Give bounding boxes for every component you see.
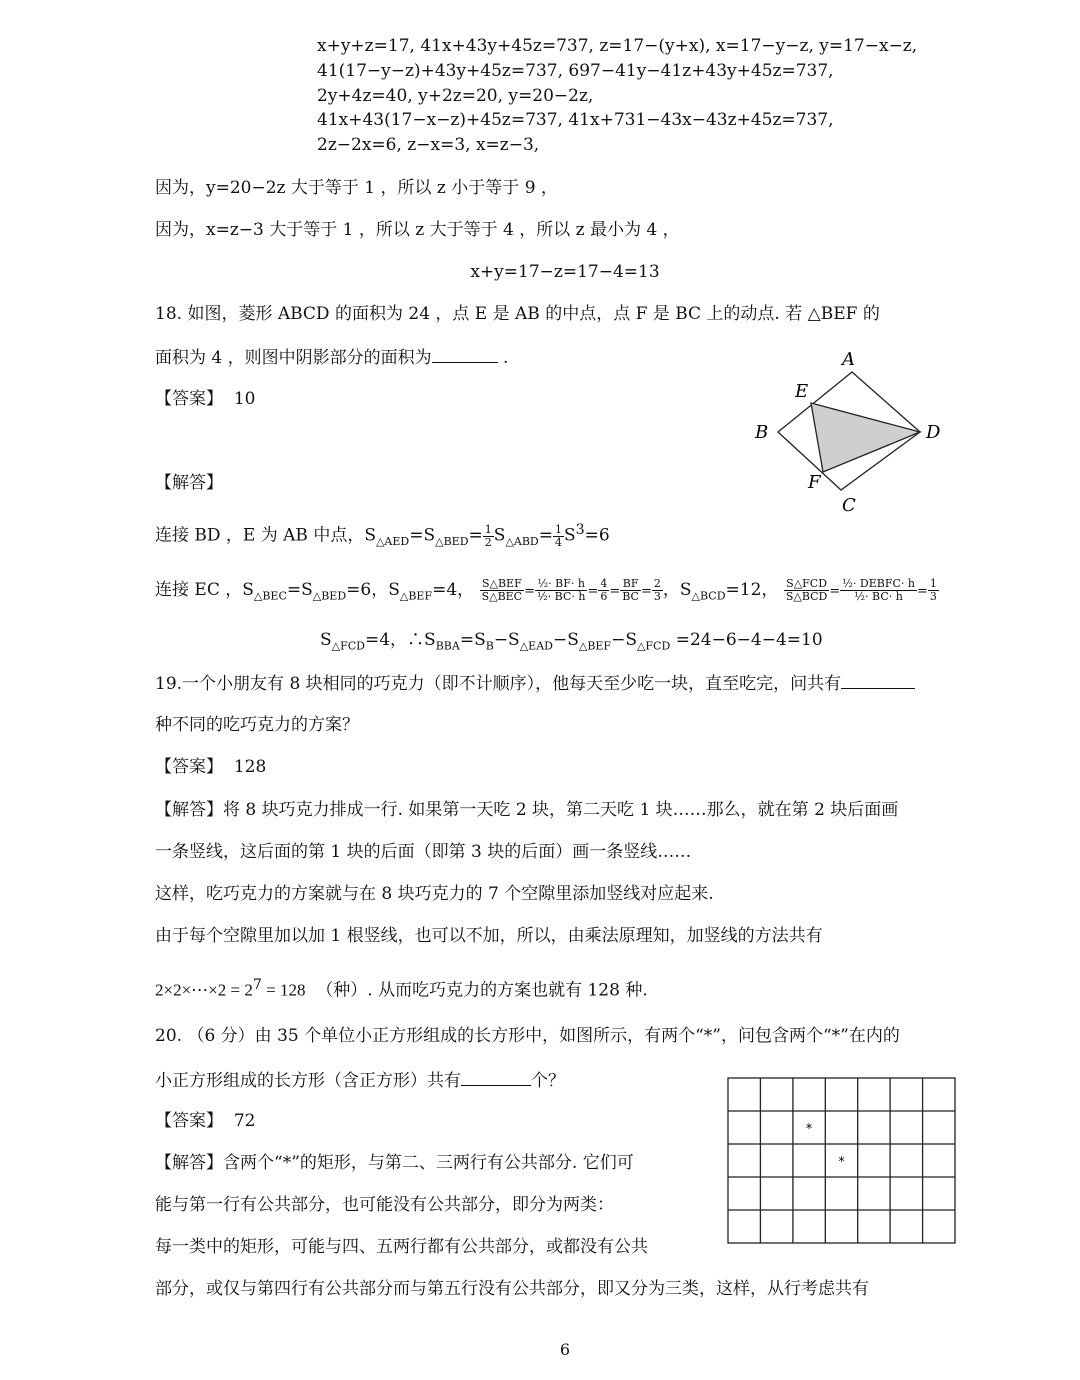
q18-solution-label: 【解答】 xyxy=(155,473,223,493)
fraction-num: S△BEF xyxy=(480,578,525,591)
fraction-num: ½· DEBFC· h xyxy=(842,577,915,590)
answer-label: 【答案】 xyxy=(155,757,223,777)
fraction-den: 6 xyxy=(600,590,608,603)
equation-line-4: 41x+43(17−x−z)+45z=737, 41x+731−43x−43z+45z=737, xyxy=(317,110,834,130)
sol-sup: 3 xyxy=(575,522,585,538)
sol-sub: △FCD xyxy=(636,639,671,653)
q18-answer-blank xyxy=(432,346,498,363)
sol-text: = xyxy=(468,525,483,546)
equation-line-1: x+y+z=17, 41x+43y+45z=737, z=17−(y+x), x=17−y−z, y=17−x−z, xyxy=(317,36,918,56)
fraction-den: S△BEC xyxy=(481,590,523,603)
sol-text: 连接 EC ，S xyxy=(155,580,254,600)
q20-solution-line-2: 能与第一行有公共部分，也可能没有公共部分，即分为两类： xyxy=(155,1195,614,1215)
fraction-den: 3 xyxy=(929,590,937,603)
fraction-num: 1 xyxy=(929,577,937,590)
ratio-fcd-bcd xyxy=(784,578,830,603)
sol-text: =24−6−4−4=10 xyxy=(670,630,823,650)
fraction-den: BC xyxy=(622,590,639,603)
sol-text: S xyxy=(564,525,576,546)
q18-text-part: 面积为 4 ，则图中阴影部分的面积为 xyxy=(155,348,432,368)
reasoning-line-2: 因为，x=z−3 大于等于 1 ，所以 z 大于等于 4 ，所以 z 最小为 4 ， xyxy=(155,220,680,240)
sol-text: =4， xyxy=(432,580,475,600)
q19-solution-line-4: 由于每个空隙里加以加 1 根竖线，也可以不加，所以，由乘法原理知，加竖线的方法共有 xyxy=(155,926,823,946)
equation-line-3: 2y+4z=40, y+2z=20, y=20−2z, xyxy=(317,86,594,106)
ratio-4-6 xyxy=(598,578,609,603)
sol-text: S xyxy=(493,525,506,546)
q20-answer-blank xyxy=(461,1069,531,1086)
sol-text: =6，S xyxy=(346,580,400,600)
sol-text: = xyxy=(916,584,928,599)
fraction-half xyxy=(483,524,494,549)
q19-conclusion: （种）. 从而吃巧克力的方案也就有 128 种. xyxy=(316,980,648,1001)
q19-exponent: 7 xyxy=(252,977,262,993)
q20-text-line-1: 20. （6 分）由 35 个单位小正方形组成的长方形中，如图所示，有两个“*”，问包含两个“*”在内的 xyxy=(155,1026,900,1046)
answer-value: 72 xyxy=(233,1111,256,1131)
ratio-debfc xyxy=(840,578,917,603)
star-marker-1: * xyxy=(805,1122,813,1137)
sol-sub: △BEF xyxy=(399,589,433,603)
answer-value: 10 xyxy=(233,389,256,409)
q19-answer xyxy=(155,757,266,777)
answer-value: 128 xyxy=(233,757,267,777)
sol-text: = xyxy=(587,584,599,599)
ratio-bf-bc xyxy=(620,578,641,603)
q18-text-line-2 xyxy=(155,346,508,368)
sol-sub: △AED xyxy=(375,535,410,549)
q18-solution-line-2 xyxy=(155,578,939,606)
label-c: C xyxy=(842,495,856,516)
q19-solution-line-5 xyxy=(155,975,648,1001)
sol-text: =12， xyxy=(725,580,779,600)
sol-text: =S xyxy=(286,580,313,600)
q20-solution-line-3: 每一类中的矩形，可能与四、五两行都有公共部分，或都没有公共 xyxy=(155,1237,648,1257)
ratio-1-3 xyxy=(928,578,939,603)
q19-text-line-2: 种不同的吃巧克力的方案？ xyxy=(155,715,359,735)
fraction-den: 3 xyxy=(653,590,661,603)
sol-text: =S xyxy=(409,525,436,546)
sol-sub: △BED xyxy=(312,589,347,603)
sol-sub: B xyxy=(485,639,494,653)
equation-line-5: 2z−2x=6, z−x=3, x=z−3, xyxy=(317,135,540,155)
grid-7x5-diagram xyxy=(727,1077,957,1245)
fraction-num: ½· BF· h xyxy=(535,578,587,591)
q19-math-expression: 2×2×⋯×2 = 2 xyxy=(155,980,253,1000)
sol-text: S xyxy=(320,630,332,650)
sol-sub: △BED xyxy=(435,535,469,549)
ratio-2-3 xyxy=(652,578,663,603)
q20-text-line-2 xyxy=(155,1069,565,1091)
sol-text: −S xyxy=(552,630,579,650)
ratio-bf-bc-h xyxy=(535,578,587,603)
label-a: A xyxy=(842,349,855,370)
answer-label: 【答案】 xyxy=(155,1111,223,1131)
sol-text: = xyxy=(829,584,841,599)
sol-text: =6 xyxy=(584,525,610,546)
sol-sub: BBA xyxy=(435,639,460,653)
q18-answer xyxy=(155,389,255,409)
sol-sub: △FCD xyxy=(331,639,365,653)
fraction-num: 4 xyxy=(600,577,608,590)
sol-sub: △BEF xyxy=(578,639,612,653)
ratio-bef-bec xyxy=(480,578,525,603)
answer-label: 【答案】 xyxy=(155,389,223,409)
reasoning-line-1: 因为，y=20−2z 大于等于 1 ，所以 z 小于等于 9 ， xyxy=(155,178,558,198)
q19-solution-line-2: 一条竖线，这后面的第 1 块的后面（即第 3 块的后面）画一条竖线…… xyxy=(155,842,692,862)
sol-text: =S xyxy=(459,630,486,650)
q19-answer-blank xyxy=(841,672,915,689)
sol-text: −S xyxy=(611,630,637,650)
q18-solution-line-1 xyxy=(155,520,610,552)
fraction-den: 2 xyxy=(484,535,492,549)
q18-solution-line-3 xyxy=(320,630,823,656)
q19-text-line-1 xyxy=(155,672,915,694)
fraction-den: S△BCD xyxy=(785,590,828,603)
q19-text: 19.一个小朋友有 8 块相同的巧克力（即不计顺序），他每天至少吃一块，直至吃完，问共有 xyxy=(155,674,842,694)
sol-sub: △BEC xyxy=(253,589,287,603)
fraction-den: 4 xyxy=(555,535,562,549)
fraction-num: 1 xyxy=(555,522,562,536)
q18-text-end: . xyxy=(497,348,509,368)
sol-text: = xyxy=(640,584,652,599)
q20-answer xyxy=(155,1111,255,1131)
sol-text: = xyxy=(609,584,621,599)
q19-solution-line-1: 【解答】将 8 块巧克力排成一行. 如果第一天吃 2 块，第二天吃 1 块……那么，就在第 2 块后面画 xyxy=(155,800,899,820)
sol-sub: △BCD xyxy=(691,589,726,603)
sol-text: = xyxy=(538,525,553,546)
sol-text: 连接 BD ，E 为 AB 中点，S xyxy=(155,525,376,546)
result-line: x+y=17−z=17−4=13 xyxy=(470,262,660,282)
rhombus-diagram xyxy=(745,345,955,520)
q20-text: 小正方形组成的长方形（含正方形）共有 xyxy=(155,1071,461,1091)
equation-line-2: 41(17−y−z)+43y+45z=737, 697−41y−41z+43y+45z=737, xyxy=(317,61,834,81)
sol-text: ，S xyxy=(662,580,692,600)
fraction-num: 1 xyxy=(484,522,492,536)
sol-text: −S xyxy=(493,630,520,650)
fraction-num: 2 xyxy=(653,577,661,590)
q19-math-result: = 128 xyxy=(261,980,306,1000)
star-marker-2: * xyxy=(838,1155,845,1170)
q20-solution-line-1: 【解答】含两个“*”的矩形，与第二、三两行有公共部分. 它们可 xyxy=(155,1153,634,1173)
fraction-den: ½· BC· h xyxy=(854,590,903,603)
label-d: D xyxy=(926,422,941,443)
label-b: B xyxy=(755,422,769,443)
sol-text: =4，∴S xyxy=(364,630,436,650)
q19-solution-line-3: 这样，吃巧克力的方案就与在 8 块巧克力的 7 个空隙里添加竖线对应起来. xyxy=(155,884,714,904)
sol-sub: △ABD xyxy=(505,535,539,549)
label-f: F xyxy=(808,472,821,493)
label-e: E xyxy=(795,381,809,402)
sol-text: = xyxy=(524,584,536,599)
sol-sub: △EAD xyxy=(519,639,553,653)
fraction-quarter xyxy=(553,524,564,549)
fraction-num: BF xyxy=(620,578,641,591)
shaded-triangle-edf xyxy=(811,403,920,472)
q20-solution-line-4: 部分，或仅与第四行有公共部分而与第五行没有公共部分，即又分为三类，这样，从行考虑共有 xyxy=(155,1279,869,1299)
page-number: 6 xyxy=(559,1340,571,1359)
fraction-den: ½· BC· h xyxy=(537,590,586,603)
q18-text-line-1: 18. 如图，菱形 ABCD 的面积为 24 ，点 E 是 AB 的中点，点 F 是 BC 上的动点. 若 △BEF 的 xyxy=(155,304,880,324)
q20-text-end: 个？ xyxy=(531,1071,565,1091)
fraction-num: S△FCD xyxy=(784,578,830,591)
